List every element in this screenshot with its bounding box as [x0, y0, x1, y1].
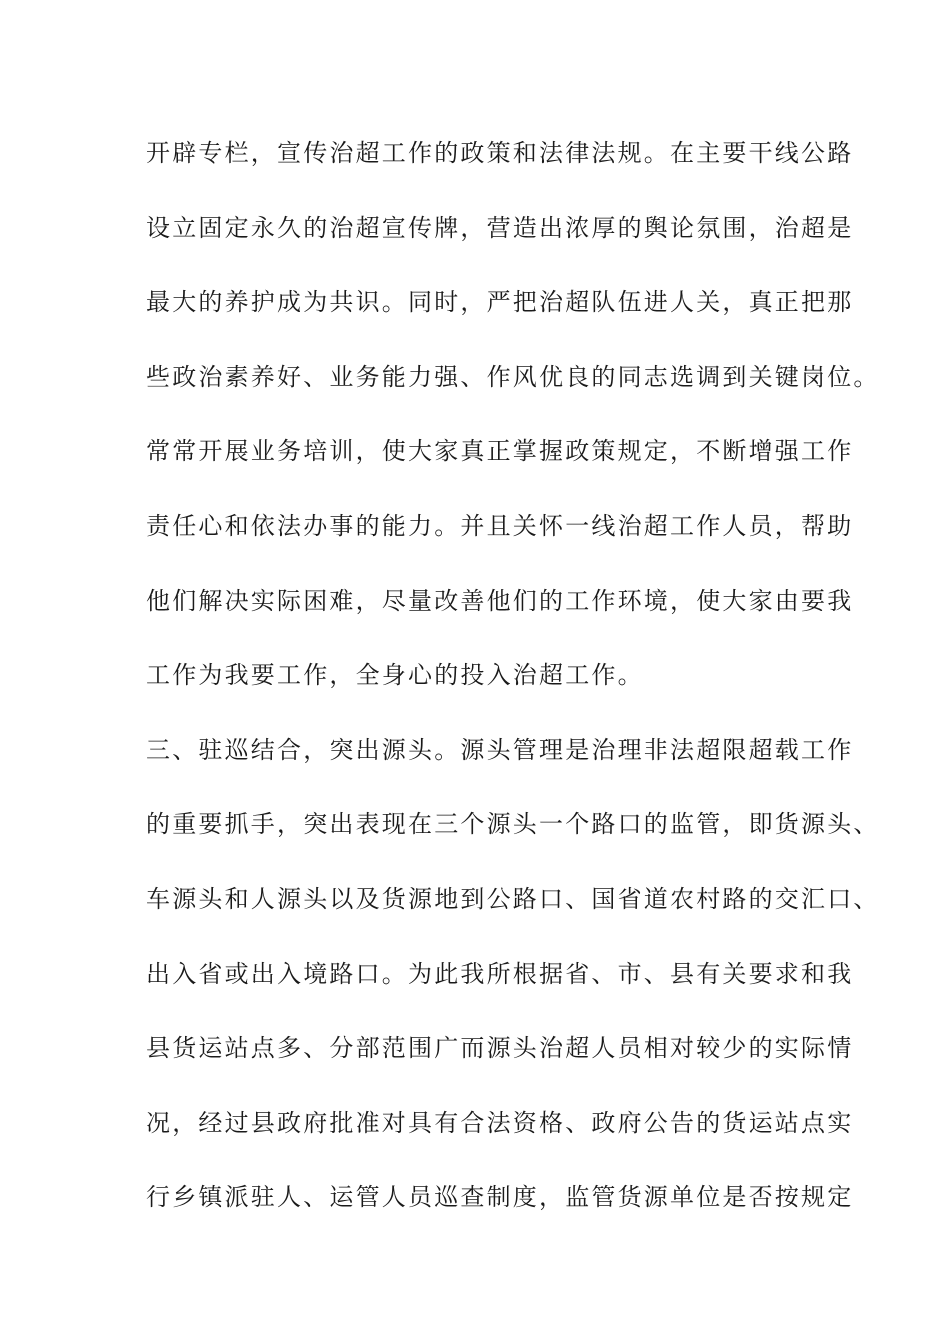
text-line: 设立固定永久的治超宣传牌，营造出浓厚的舆论氛围，治超是	[146, 213, 854, 242]
document-body	[146, 130, 880, 1249]
text-line: 出入省或出入境路口。为此我所根据省、市、县有关要求和我	[146, 959, 854, 988]
text-line: 开辟专栏，宣传治超工作的政策和法律法规。在主要干线公路	[146, 139, 854, 167]
text-line: 工作为我要工作，全身心的投入治超工作。	[146, 661, 644, 690]
text-line: 些政治素养好、业务能力强、作风优良的同志选调到关键岗位。	[146, 362, 880, 391]
text-line: 况，经过县政府批准对具有合法资格、政府公告的货运站点实	[146, 1108, 854, 1137]
text-line: 他们解决实际困难，尽量改善他们的工作环境，使大家由要我	[146, 586, 854, 615]
text-line: 最大的养护成为共识。同时，严把治超队伍进人关，真正把那	[146, 288, 854, 317]
text-line: 县货运站点多、分部范围广而源头治超人员相对较少的实际情	[146, 1034, 854, 1063]
text-line: 三、驻巡结合，突出源头。源头管理是治理非法超限超载工作	[146, 735, 854, 764]
text-line: 行乡镇派驻人、运管人员巡查制度，监管货源单位是否按规定	[146, 1183, 854, 1212]
text-line: 车源头和人源头以及货源地到公路口、国省道农村路的交汇口、	[146, 884, 880, 913]
text-line: 的重要抓手，突出表现在三个源头一个路口的监管，即货源头、	[146, 810, 880, 839]
text-line: 责任心和依法办事的能力。并且关怀一线治超工作人员，帮助	[146, 511, 854, 540]
text-line: 常常开展业务培训，使大家真正掌握政策规定，不断增强工作	[146, 437, 854, 466]
